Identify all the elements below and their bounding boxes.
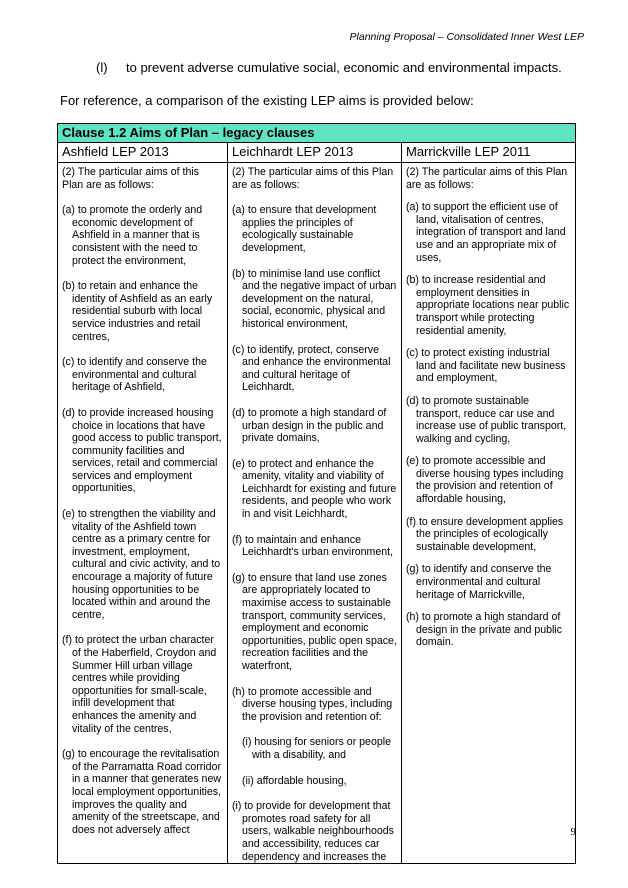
list-item: (e) to protect and enhance the amenity, vitality and viability of Leichhardt for existing and future residents, and people who work in and visit Leichhardt, <box>232 457 397 521</box>
list-item: (f) to protect the urban character of the Haberfield, Croydon and Summer Hill urban village centres while providing opportunities for small-scale, infill development that enhances the amenity and vitality of the centres, <box>62 634 217 735</box>
clause-l <box>96 60 562 75</box>
list-item: (f) to maintain and enhance Leichhardt's urban environment, <box>232 533 394 559</box>
marrickville-aims-cell <box>402 163 576 864</box>
list-item: (b) to increase residential and employment densities in appropriate locations near public transport while protecting residential amenity, <box>406 274 570 337</box>
list-item: (d) to provide increased housing choice in locations that have good access to public transport, community facilities and services, retail and commercial services and employment opportunities, <box>62 406 222 495</box>
list-item: (h) to promote accessible and diverse housing types, including the provision and retention of: <box>232 685 393 723</box>
clause-l-text: to prevent adverse cumulative social, economic and environmental impacts. <box>126 60 562 75</box>
aims-comparison-table <box>57 123 576 864</box>
list-item: (e) to promote accessible and diverse housing types including the provision and retention of affordable housing, <box>406 455 564 506</box>
list-item: (a) to ensure that development applies the principles of ecologically sustainable development, <box>232 204 377 254</box>
ashfield-aims-cell <box>58 163 228 864</box>
table-title: Clause 1.2 Aims of Plan – legacy clauses <box>58 124 576 143</box>
list-item: (g) to encourage the revitalisation of the Parramatta Road corridor in a manner that generates new local employment opportunities, improves the quality and amenity of the streetscape, and does not adversely affect <box>62 748 221 836</box>
clause-l-marker: (l) <box>96 60 108 75</box>
list-subitem: (i) housing for seniors or people with a disability, and <box>242 736 391 761</box>
leichhardt-aims-cell <box>228 163 402 864</box>
list-item: (e) to strengthen the viability and vitality of the Ashfield town centre as a primary centre for investment, employment, cultural and civic activity, and to encourage a majority of future housing opportunities to be located within and around the centre, <box>62 508 221 621</box>
list-subitem: (ii) affordable housing, <box>242 774 347 787</box>
list-item: (a) to promote the orderly and economic development of Ashfield in a manner that is consistent with the need to protect the environment, <box>62 204 203 267</box>
list-item: (i) to provide for development that promotes road safety for all users, walkable neighbourhoods and accessibility, reduces car dependency and increases the <box>232 800 394 863</box>
list-item: (a) to support the efficient use of land, vitalisation of centres, integration of transport and land use and an appropriate mix of uses, <box>406 201 566 264</box>
col-heading-marrickville: Marrickville LEP 2011 <box>402 143 576 163</box>
list-item: (h) to promote a high standard of design in the private and public domain. <box>406 611 563 649</box>
list-item: (c) to identify and conserve the environmental and cultural heritage of Ashfield, <box>62 356 207 394</box>
page-number: 9 <box>570 826 576 838</box>
col-heading-ashfield: Ashfield LEP 2013 <box>58 143 228 163</box>
document-header: Planning Proposal – Consolidated Inner West LEP <box>349 31 584 43</box>
list-item: (d) to promote sustainable transport, reduce car use and increase use of public transport, walking and cycling, <box>406 394 567 445</box>
list-item: (c) to identify, protect, conserve and enhance the environmental and cultural heritage of Leichhardt, <box>232 343 391 394</box>
list-item: (b) to minimise land use conflict and the negative impact of urban development on the natural, social, economic, physical and historical environment, <box>232 267 397 330</box>
list-item: (d) to promote a high standard of urban design in the public and private domains, <box>232 406 387 445</box>
intro-paragraph: For reference, a comparison of the existing LEP aims is provided below: <box>60 93 474 108</box>
ashfield-intro: (2) The particular aims of this Plan are as follows: <box>62 166 199 191</box>
list-item: (f) to ensure development applies the principles of ecologically sustainable development, <box>406 515 564 553</box>
marrickville-intro: (2) The particular aims of this Plan are as follows: <box>406 166 568 191</box>
list-item: (c) to protect existing industrial land and facilitate new business and employment, <box>406 347 566 385</box>
list-item: (g) to ensure that land use zones are appropriately located to maximise access to sustainable transport, community services, employment and economic opportunities, public open space, recreation facilities and the waterfront, <box>232 571 397 672</box>
list-item: (g) to identify and conserve the environmental and cultural heritage of Marrickville, <box>406 563 552 601</box>
list-item: (b) to retain and enhance the identity of Ashfield as an early residential suburb with local service industries and retail centres, <box>62 280 213 343</box>
leichhardt-intro: (2) The particular aims of this Plan are as follows: <box>232 166 394 191</box>
col-heading-leichhardt: Leichhardt LEP 2013 <box>228 143 402 163</box>
